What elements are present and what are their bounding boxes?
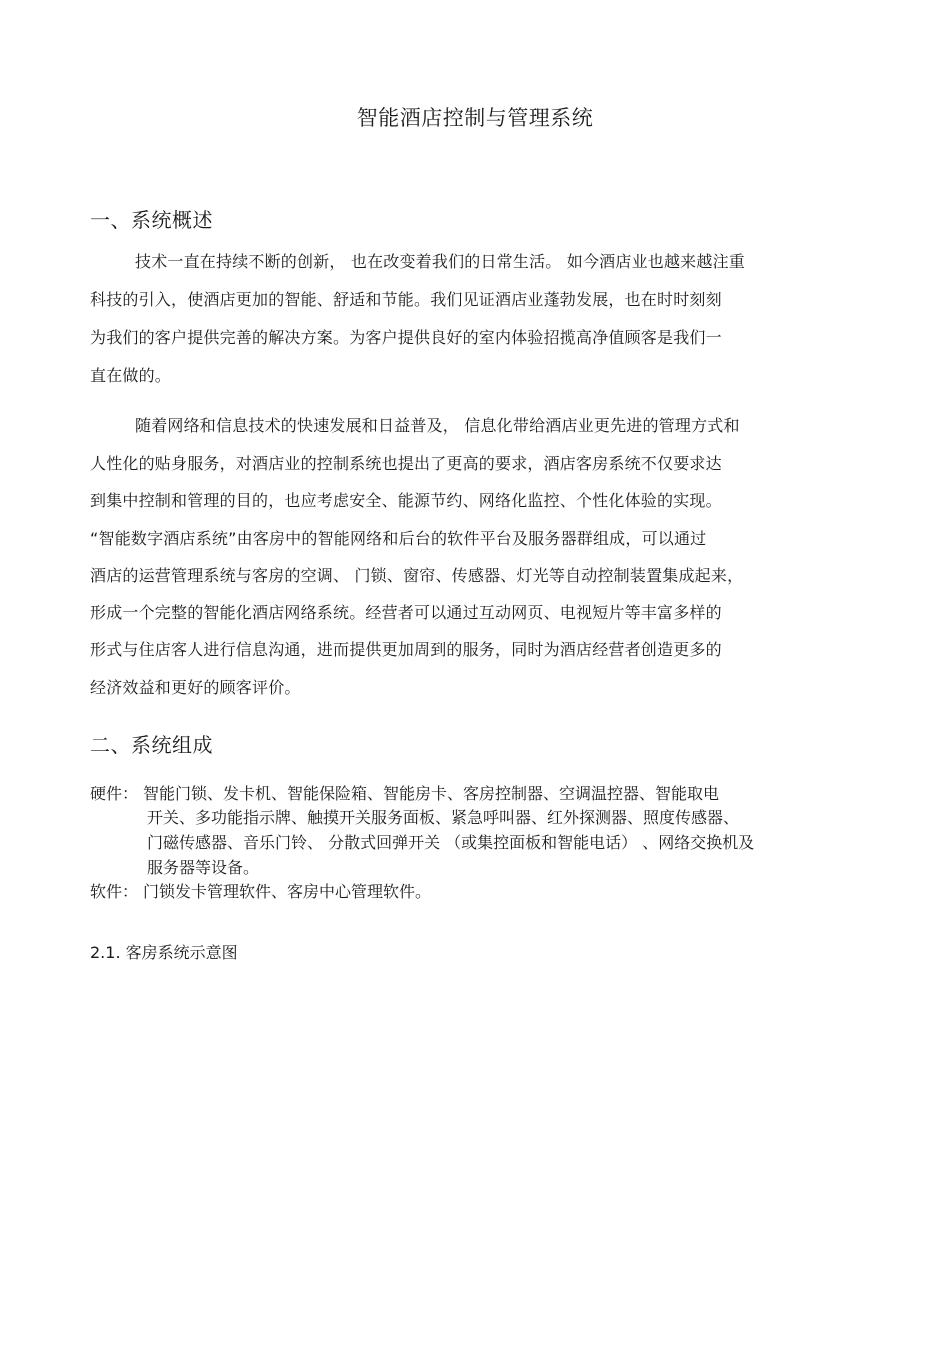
paragraph-line: 直在做的。	[90, 366, 172, 385]
hardware-line: 门磁传感器、音乐门铃、 分散式回弹开关 （或集控面板和智能电话） 、网络交换机及	[147, 833, 755, 852]
section-heading-overview: 一、系统概述	[90, 208, 213, 232]
paragraph-line: “智能数字酒店系统”由客房中的智能网络和后台的软件平台及服务器群组成，可以通过	[90, 529, 707, 548]
paragraph-line: 酒店的运营管理系统与客房的空调、 门锁、窗帘、传感器、灯光等自动控制装置集成起来，	[90, 566, 744, 585]
paragraph-line: 为我们的客户提供完善的解决方案。为客户提供良好的室内体验招揽高净值顾客是我们一	[90, 328, 722, 347]
hardware-line: 智能门锁、发卡机、智能保险箱、智能房卡、客房控制器、空调温控器、智能取电	[143, 784, 720, 803]
software-label: 软件：	[90, 882, 139, 901]
paragraph-line: 形成一个完整的智能化酒店网络系统。经营者可以通过互动网页、电视短片等丰富多样的	[90, 603, 722, 622]
hardware-line: 服务器等设备。	[147, 858, 260, 877]
paragraph-line: 形式与住店客人进行信息沟通，进而提供更加周到的服务，同时为酒店经营者创造更多的	[90, 640, 722, 659]
hardware-line: 开关、多功能指示牌、触摸开关服务面板、紧急呼叫器、红外探测器、照度传感器、	[147, 808, 740, 827]
paragraph-line: 到集中控制和管理的目的，也应考虑安全、能源节约、网络化监控、个性化体验的实现。	[90, 491, 722, 510]
software-text: 门锁发卡管理软件、客房中心管理软件。	[143, 882, 432, 901]
paragraph-line: 随着网络和信息技术的快速发展和日益普及， 信息化带给酒店业更先进的管理方式和	[135, 416, 740, 435]
hardware-label: 硬件：	[90, 784, 139, 803]
paragraph-line: 技术一直在持续不断的创新， 也在改变着我们的日常生活。 如今酒店业也越来越注重	[135, 252, 745, 271]
section-heading-composition: 二、系统组成	[90, 733, 213, 757]
document-title: 智能酒店控制与管理系统	[356, 106, 594, 130]
paragraph-line: 科技的引入，使酒店更加的智能、舒适和节能。我们见证酒店业蓬勃发展，也在时时刻刻	[90, 290, 722, 309]
paragraph-line: 人性化的贴身服务，对酒店业的控制系统也提出了更高的要求，酒店客房系统不仅要求达	[90, 454, 722, 473]
paragraph-line: 经济效益和更好的顾客评价。	[90, 678, 301, 697]
subsection-heading: 2.1. 客房系统示意图	[90, 943, 238, 962]
